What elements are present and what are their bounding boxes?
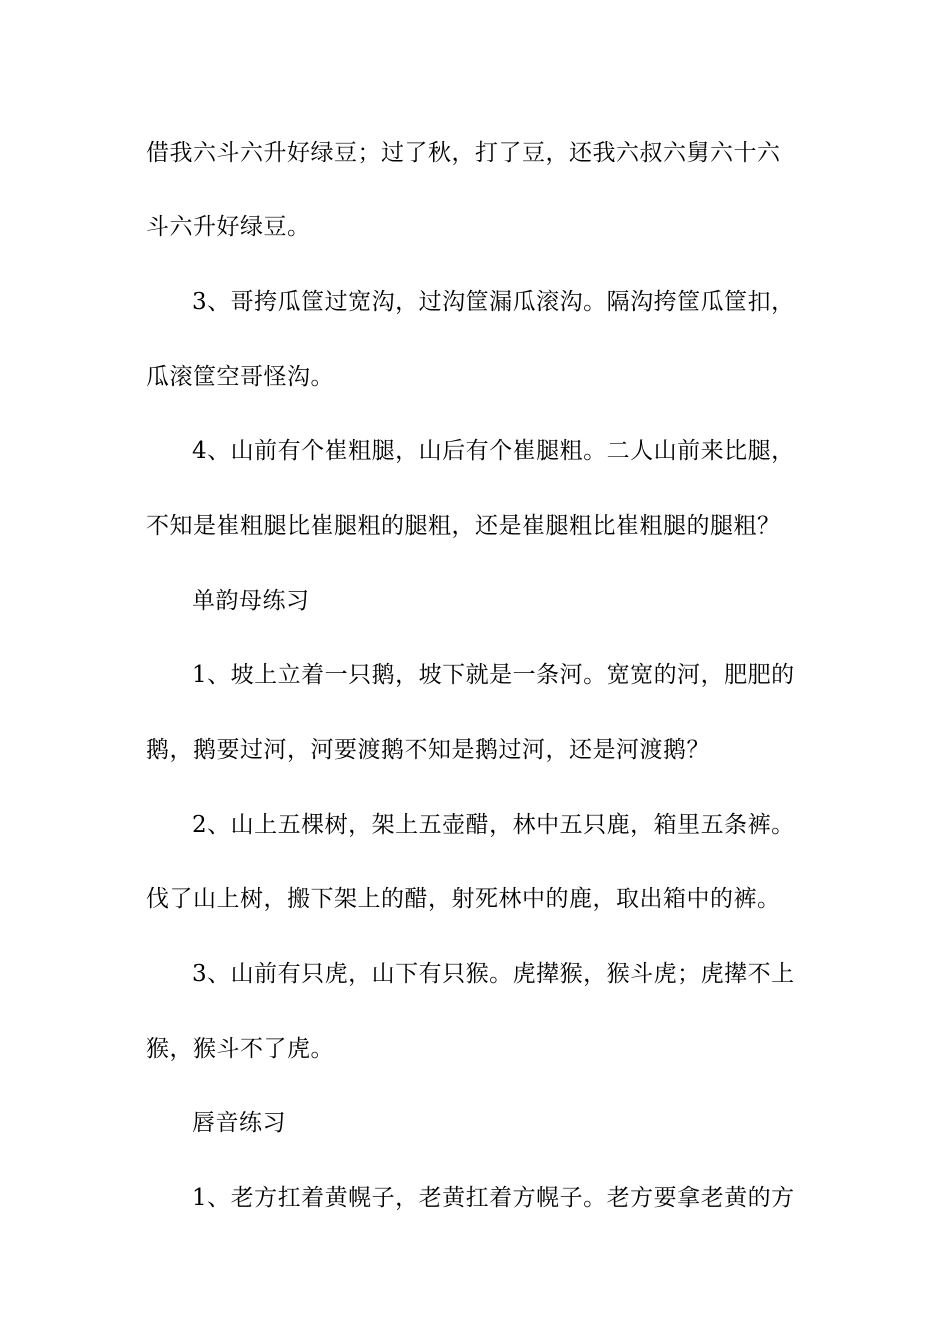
section-heading: 单韵母练习 (192, 588, 310, 614)
text-line: 2、山上五棵树，架上五壶醋，林中五只鹿，箱里五条裤。 (192, 812, 795, 838)
text-line: 4、山前有个崔粗腿，山后有个崔腿粗。二人山前来比腿， (192, 438, 795, 464)
text-line: 3、山前有只虎，山下有只猴。虎撵猴，猴斗虎；虎撵不上 (192, 961, 795, 987)
text-line: 伐了山上树，搬下架上的醋，射死林中的鹿，取出箱中的裤。 (146, 886, 781, 912)
text-line: 猴，猴斗不了虎。 (146, 1036, 334, 1062)
text-line: 1、坡上立着一只鹅，坡下就是一条河。宽宽的河，肥肥的 (192, 662, 795, 688)
text-line: 1、老方扛着黄幌子，老黄扛着方幌子。老方要拿老黄的方 (192, 1185, 795, 1211)
text-line: 瓜滚筐空哥怪沟。 (146, 364, 334, 390)
section-heading: 唇音练习 (192, 1110, 286, 1136)
text-line: 借我六斗六升好绿豆；过了秋，打了豆，还我六叔六舅六十六 (146, 140, 781, 166)
text-line: 不知是崔粗腿比崔腿粗的腿粗，还是崔腿粗比崔粗腿的腿粗？ (146, 513, 781, 539)
text-line: 鹅，鹅要过河，河要渡鹅不知是鹅过河，还是河渡鹅？ (146, 737, 710, 763)
text-line: 斗六升好绿豆。 (146, 214, 311, 240)
text-line: 3、哥挎瓜筐过宽沟，过沟筐漏瓜滚沟。隔沟挎筐瓜筐扣， (192, 289, 795, 315)
